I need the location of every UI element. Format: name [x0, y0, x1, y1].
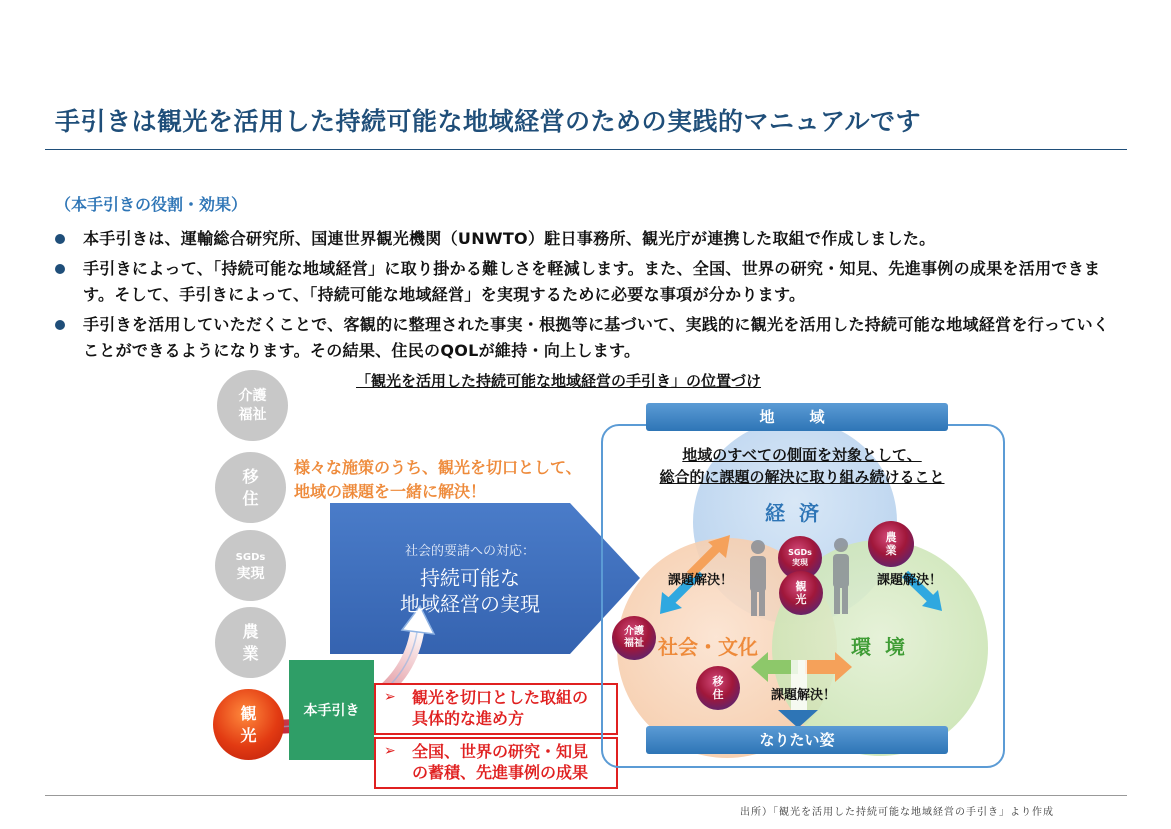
feature-box-knowledge [374, 737, 618, 789]
page-title: 手引きは観光を活用した持続可能な地域経営のための実践的マニュアルです [55, 107, 922, 136]
feature-box-text: 全国、世界の研究・知見 の蓄積、先進事例の成果 [412, 742, 589, 782]
circle-sdgs [215, 530, 286, 601]
feature-box-steps [374, 683, 618, 735]
figure-title: 「観光を活用した持続可能な地域経営の手引き」の位置づけ [356, 372, 762, 390]
problem-solving-label: 課題解決！ [668, 573, 734, 588]
ball-nogyo: 農 業 [868, 521, 914, 567]
economy-label: 経済 [765, 501, 833, 525]
ball-kaigo-fukushi: 介護 福祉 [612, 616, 656, 660]
policy-arrow-label [355, 540, 585, 617]
goal-bar: なりたい姿 [646, 726, 948, 754]
source-note: 出所）「観光を活用した持続可能な地域経営の手引き」より作成 [740, 807, 1054, 818]
orange-callout: 様々な施策のうち、観光を切口として、 地域の課題を一緒に解決！ [294, 458, 582, 501]
circle-sdgs-top: SGDs [235, 551, 266, 563]
problem-solving-label: 課題解決！ [771, 688, 837, 703]
manual-box: 本手引き [289, 660, 374, 760]
section-heading: （本手引きの役割・効果） [55, 195, 248, 214]
ball-iju: 移 住 [696, 666, 740, 710]
bullet-text: 手引きを活用していただくことで、客観的に整理された事実・根拠等に基づいて、実践的に観光を活用した持続可能な地域経営を行っていくことができるようになります。その結果、住民のQOLが維持・向上します。 [83, 315, 1110, 360]
circle-kaigo-fukushi: 介護 福祉 [217, 370, 288, 441]
bullet-text: 本手引きは、運輸総合研究所、国連世界観光機関（UNWTO）駐日事務所、観光庁が連携した取組で作成しました。 [83, 229, 936, 248]
ball-sdgs: SGDs 実現 [778, 536, 822, 580]
feature-box-text: 観光を切口とした取組の 具体的な進め方 [412, 688, 589, 728]
circle-nogyo: 農 業 [215, 607, 286, 678]
policy-arrow-subtitle: 社会的要請への対応： [404, 544, 535, 559]
circle-sdgs-bottom: 実現 [236, 565, 265, 582]
circle-kanko: 観 光 [213, 689, 284, 760]
arrow-bullet-icon: ➢ [384, 689, 396, 705]
footer-divider [45, 795, 1127, 796]
ball-kanko: 観 光 [779, 571, 823, 615]
circle-iju: 移 住 [215, 452, 286, 523]
society-culture-label: 社会・文化 [658, 635, 758, 659]
policy-arrow-main: 持続可能な 地域経営の実現 [400, 566, 540, 616]
arrow-bullet-icon: ➢ [384, 743, 396, 759]
environment-label: 環境 [851, 635, 919, 659]
bullet-text: 手引きによって、「持続可能な地域経営」に取り掛かる難しさを軽減します。また、全国、世界の研究・知見、先進事例の成果を活用できます。そして、手引きによって、「持続可能な地域経営」を実現するために必要な事項が分かります。 [83, 259, 1101, 304]
region-heading: 地域のすべての側面を対象として、 総合的に課題の解決に取り組み続けること [659, 446, 945, 486]
problem-solving-label: 課題解決！ [877, 573, 943, 588]
region-top-bar: 地 域 [646, 403, 948, 431]
